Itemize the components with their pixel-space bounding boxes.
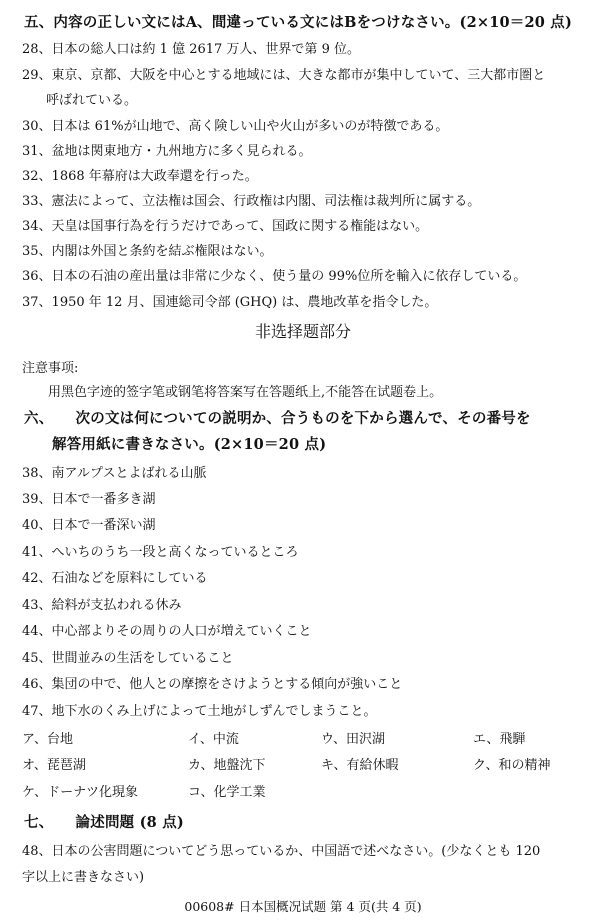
question-number: 39、 (22, 492, 52, 507)
question-text: 日本で一番深い湖 (51, 518, 156, 533)
question-43 (22, 597, 182, 615)
question-39 (22, 491, 156, 509)
question-28 (22, 41, 360, 59)
question-number: 41、 (22, 545, 52, 560)
question-text: 地下水のくみ上げによって土地がしずんでしまうこと。 (51, 704, 377, 719)
option-ke: ケ、ドーナツ化現象 (22, 785, 138, 800)
question-36 (22, 268, 526, 286)
question-number: 31、 (22, 144, 52, 159)
option-u: ウ、田沢湖 (321, 732, 385, 747)
option-o: オ、琵琶湖 (22, 758, 86, 773)
question-text: 日本で一番多き湖 (51, 492, 156, 507)
question-number: 44、 (22, 624, 52, 639)
question-text: 石油などを原料にしている (51, 571, 208, 586)
question-35 (22, 243, 273, 261)
question-text: 中心部よりその周りの人口が増えていくこと (51, 624, 312, 639)
question-37 (22, 294, 437, 312)
question-48 (22, 843, 540, 861)
section-5-heading: 五、内容の正しい文にはA、間違っている文にはBをつけなさい。(2×10＝20 点) (24, 14, 573, 31)
question-text: 南アルプスとよばれる山脈 (51, 466, 207, 481)
question-46 (22, 676, 402, 694)
question-text: 盆地は関東地方・九州地方に多く見られる。 (51, 144, 312, 159)
question-41 (22, 544, 299, 562)
question-number: 46、 (22, 677, 52, 692)
option-i: イ、中流 (188, 732, 239, 747)
question-text: 憲法によって、立法権は国会、行政権は内閣、司法権は裁判所に属する。 (51, 194, 481, 209)
question-30 (22, 118, 448, 136)
option-e: エ、飛騨 (473, 732, 526, 747)
question-text: 天皇は国事行為を行うだけであって、国政に関する権能はない。 (51, 219, 429, 234)
question-number: 32、 (22, 169, 52, 184)
notice-label: 注意事项: (22, 361, 79, 376)
option-ko: コ、化学工業 (188, 785, 266, 800)
question-number: 30、 (22, 119, 52, 134)
question-number: 28、 (22, 42, 52, 57)
question-number: 34、 (22, 219, 52, 234)
question-number: 40、 (22, 518, 52, 533)
option-ka: カ、地盤沈下 (188, 758, 266, 773)
question-31 (22, 143, 312, 161)
option-a: ア、台地 (22, 732, 73, 747)
question-number: 37、 (22, 295, 52, 310)
question-text: 内閣は外国と条約を結ぶ権限はない。 (51, 244, 273, 259)
notice-text: 用黑色字迹的签字笔或钢笔将答案写在答题纸上,不能答在试题卷上。 (48, 385, 443, 400)
page-footer: 00608# 日本国概况试题 第 4 页(共 4 页) (184, 899, 422, 914)
section-7-heading: 七、 論述問題 (8 点) (24, 814, 184, 831)
question-text: へいちのうち一段と高くなっているところ (51, 545, 299, 560)
option-ku: ク、和の精神 (473, 758, 551, 773)
question-29 (22, 67, 545, 85)
question-text: 1868 年幕府は大政奉還を行った。 (51, 169, 258, 184)
question-number: 33、 (22, 194, 52, 209)
question-29-continued: 呼ばれている。 (46, 93, 138, 108)
question-number: 47、 (22, 704, 52, 719)
question-text: 日本の石油の産出量は非常に少なく、使う量の 99%位所を輸入に依存している。 (51, 269, 527, 284)
question-47 (22, 703, 377, 721)
question-32 (22, 168, 258, 186)
question-number: 35、 (22, 244, 52, 259)
nonchoice-section-title: 非选择题部分 (254, 322, 351, 341)
question-34 (22, 218, 428, 236)
question-38 (22, 465, 207, 483)
question-text: 日本の公害問題についてどう思っているか、中国語で述べなさい。(少なくとも 120 (51, 844, 541, 859)
question-number: 48、 (22, 844, 52, 859)
question-text: 世間並みの生活をしていること (51, 651, 234, 666)
option-ki: キ、有給休暇 (321, 758, 399, 773)
question-42 (22, 570, 208, 588)
question-number: 42、 (22, 571, 52, 586)
question-number: 38、 (22, 466, 52, 481)
question-number: 45、 (22, 651, 52, 666)
question-number: 43、 (22, 598, 52, 613)
question-text: 日本は 61%が山地で、高く険しい山や火山が多いのが特徴である。 (51, 119, 449, 134)
question-text: 日本の総人口は約 1 億 2617 万人、世界で第 9 位。 (51, 42, 360, 57)
question-40 (22, 517, 156, 535)
section-6-heading-line2: 解答用紙に書きなさい。(2×10＝20 点) (52, 436, 327, 453)
question-text: 東京、京都、大阪を中心とする地域には、大きな都市が集中していて、三大都市圏と (51, 68, 546, 83)
question-48-continued: 字以上に書きなさい) (22, 870, 145, 885)
question-44 (22, 623, 312, 641)
question-text: 集団の中で、他人との摩擦をさけようとする傾向が強いこと (51, 677, 403, 692)
question-45 (22, 650, 234, 668)
question-text: 給料が支払われる休み (51, 598, 182, 613)
question-33 (22, 193, 480, 211)
section-6-heading-line1: 六、 次の文は何についての説明か、合うものを下から選んで、その番号を (24, 410, 531, 427)
question-text: 1950 年 12 月、国連総司令部 (GHQ) は、農地改革を指令した。 (51, 295, 438, 310)
question-number: 36、 (22, 269, 52, 284)
question-number: 29、 (22, 68, 52, 83)
